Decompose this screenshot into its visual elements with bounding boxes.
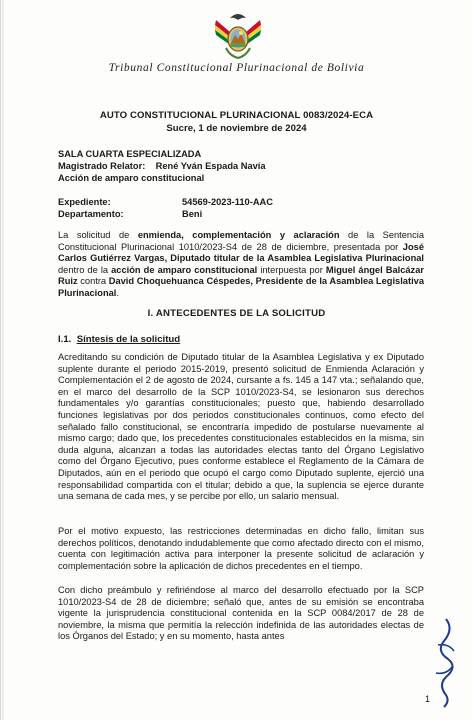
document-header [1,110,472,134]
intro-text: contra [77,276,109,287]
page-number: 1 [424,694,430,704]
departamento-value: Beni [182,209,203,219]
document-title: AUTO CONSTITUCIONAL PLURINACIONAL 0083/2024-ECA [99,110,374,121]
document-date: Sucre, 1 de noviembre de 2024 [166,123,307,134]
intro-bold-action: acción de amparo constitucional [111,264,258,275]
intro-bold-plaintiff: Miguel ángel Balcázar Ruiz [58,264,424,287]
accion-type: Acción de amparo constitucional [58,173,205,183]
expediente-value: 54569-2023-110-AAC [182,197,273,207]
intro-paragraph [58,230,424,300]
case-meta [58,148,266,184]
subsection-label: Síntesis de la solicitud [76,334,181,345]
intro-text: interpuesta por [257,264,326,275]
court-name: Tribunal Constitucional Plurinacional de Bolivia [108,62,365,74]
sala-name: SALA CUARTA ESPECIALIZADA [58,149,202,159]
body-paragraph-1: Acreditando su condición de Diputado titular de la Asamblea Legislativa y ex Diputado suplente durante el periodo 2015-2019, presentó solicitud de Enmienda Aclaración y Complementación el 2 de agosto de 2024, cursante a fs. 145 a 147 vta.; señalando que, en el marco del desarrollo de la SCP 1010/2023-S4, se lesionaron sus derechos fundamentales y/o garantías constitucionales; puesto que, habiendo desarrollado funciones legislativas por dos periodos constitucionales continuos, como efecto del señalado fallo constitucional, se encontraría impedido de postularse nuevamente al mismo cargo; dado que, los precedentes constitucionales establecidos en la misma, sin duda alguna, alcanzan a todas las autoridades electas tanto del Órgano Legislativo como del Órgano Ejecutivo, pues conforme establece el Reglamento de la Cámara de Diputados, aún en el periodo que ocupó el cargo como Diputado suplente, ejerció una responsabilidad compartida con el titular; debido a que, la suplencia se ejerce durante una semana de cada mes, y se percibe por ello, un salario mensual. [58,352,424,502]
departamento-row [58,208,273,220]
intro-text: dentro de la [58,264,112,275]
page-edge [2,0,4,720]
subsection-title-sintesis [58,334,180,345]
expediente-row [58,196,273,208]
intro-bold-request: enmienda, complementación y aclaración [137,230,340,240]
body-paragraph-3: Con dicho preámbulo y refiriéndose al marco del desarrollo efectuado por la SCP 1010/2023-S4 de 28 de diciembre; señaló que, antes de su emisión se encontraba vigente la jurisprudencia constitucional contenida en la SCP 0084/2017 de 28 de noviembre, la misma que permitía la relección indefinida de las autoridades electas de los Órganos del Estado; y en su momento, hasta antes [58,585,424,642]
case-details [58,196,273,220]
intro-bold-petitioner: José Carlos Gutiérrez Vargas, Diputado titular de la Asamblea Legislativa Plurinacional [58,241,424,264]
departamento-label: Departamento: [58,209,124,219]
body-paragraph-2: Por el motivo expuesto, las restricciones determinadas en dicho fallo, limitan sus derechos políticos, denotando indudablemente que como afectado directo con el mismo, cuenta con legitimación activa para interponer la presente solicitud de aclaración y complementación sobre la aplicación de dichos precedentes en el tiempo. [58,526,424,571]
bolivia-coat-of-arms-icon [210,8,266,64]
magistrado-row [58,160,266,172]
magistrado-label: Magistrado Relator: [58,161,146,171]
section-title-antecedentes: I. ANTECEDENTES DE LA SOLICITUD [147,308,326,319]
intro-text: . [116,287,119,298]
intro-bold-defendant: David Choquehuanca Céspedes, Presidente de la Asamblea Legislativa Plurinacional [58,276,424,298]
subsection-number: I.1. [58,334,72,345]
signature-mark-icon [424,615,464,710]
intro-text: La solicitud de [58,230,138,240]
expediente-label: Expediente: [58,197,111,207]
magistrado-name: René Yván Espada Navía [155,161,266,171]
intro-text: de la Sentencia Constitucional Plurinacional 1010/2023-S4 de 28 de diciembre, presentada por [58,230,424,252]
